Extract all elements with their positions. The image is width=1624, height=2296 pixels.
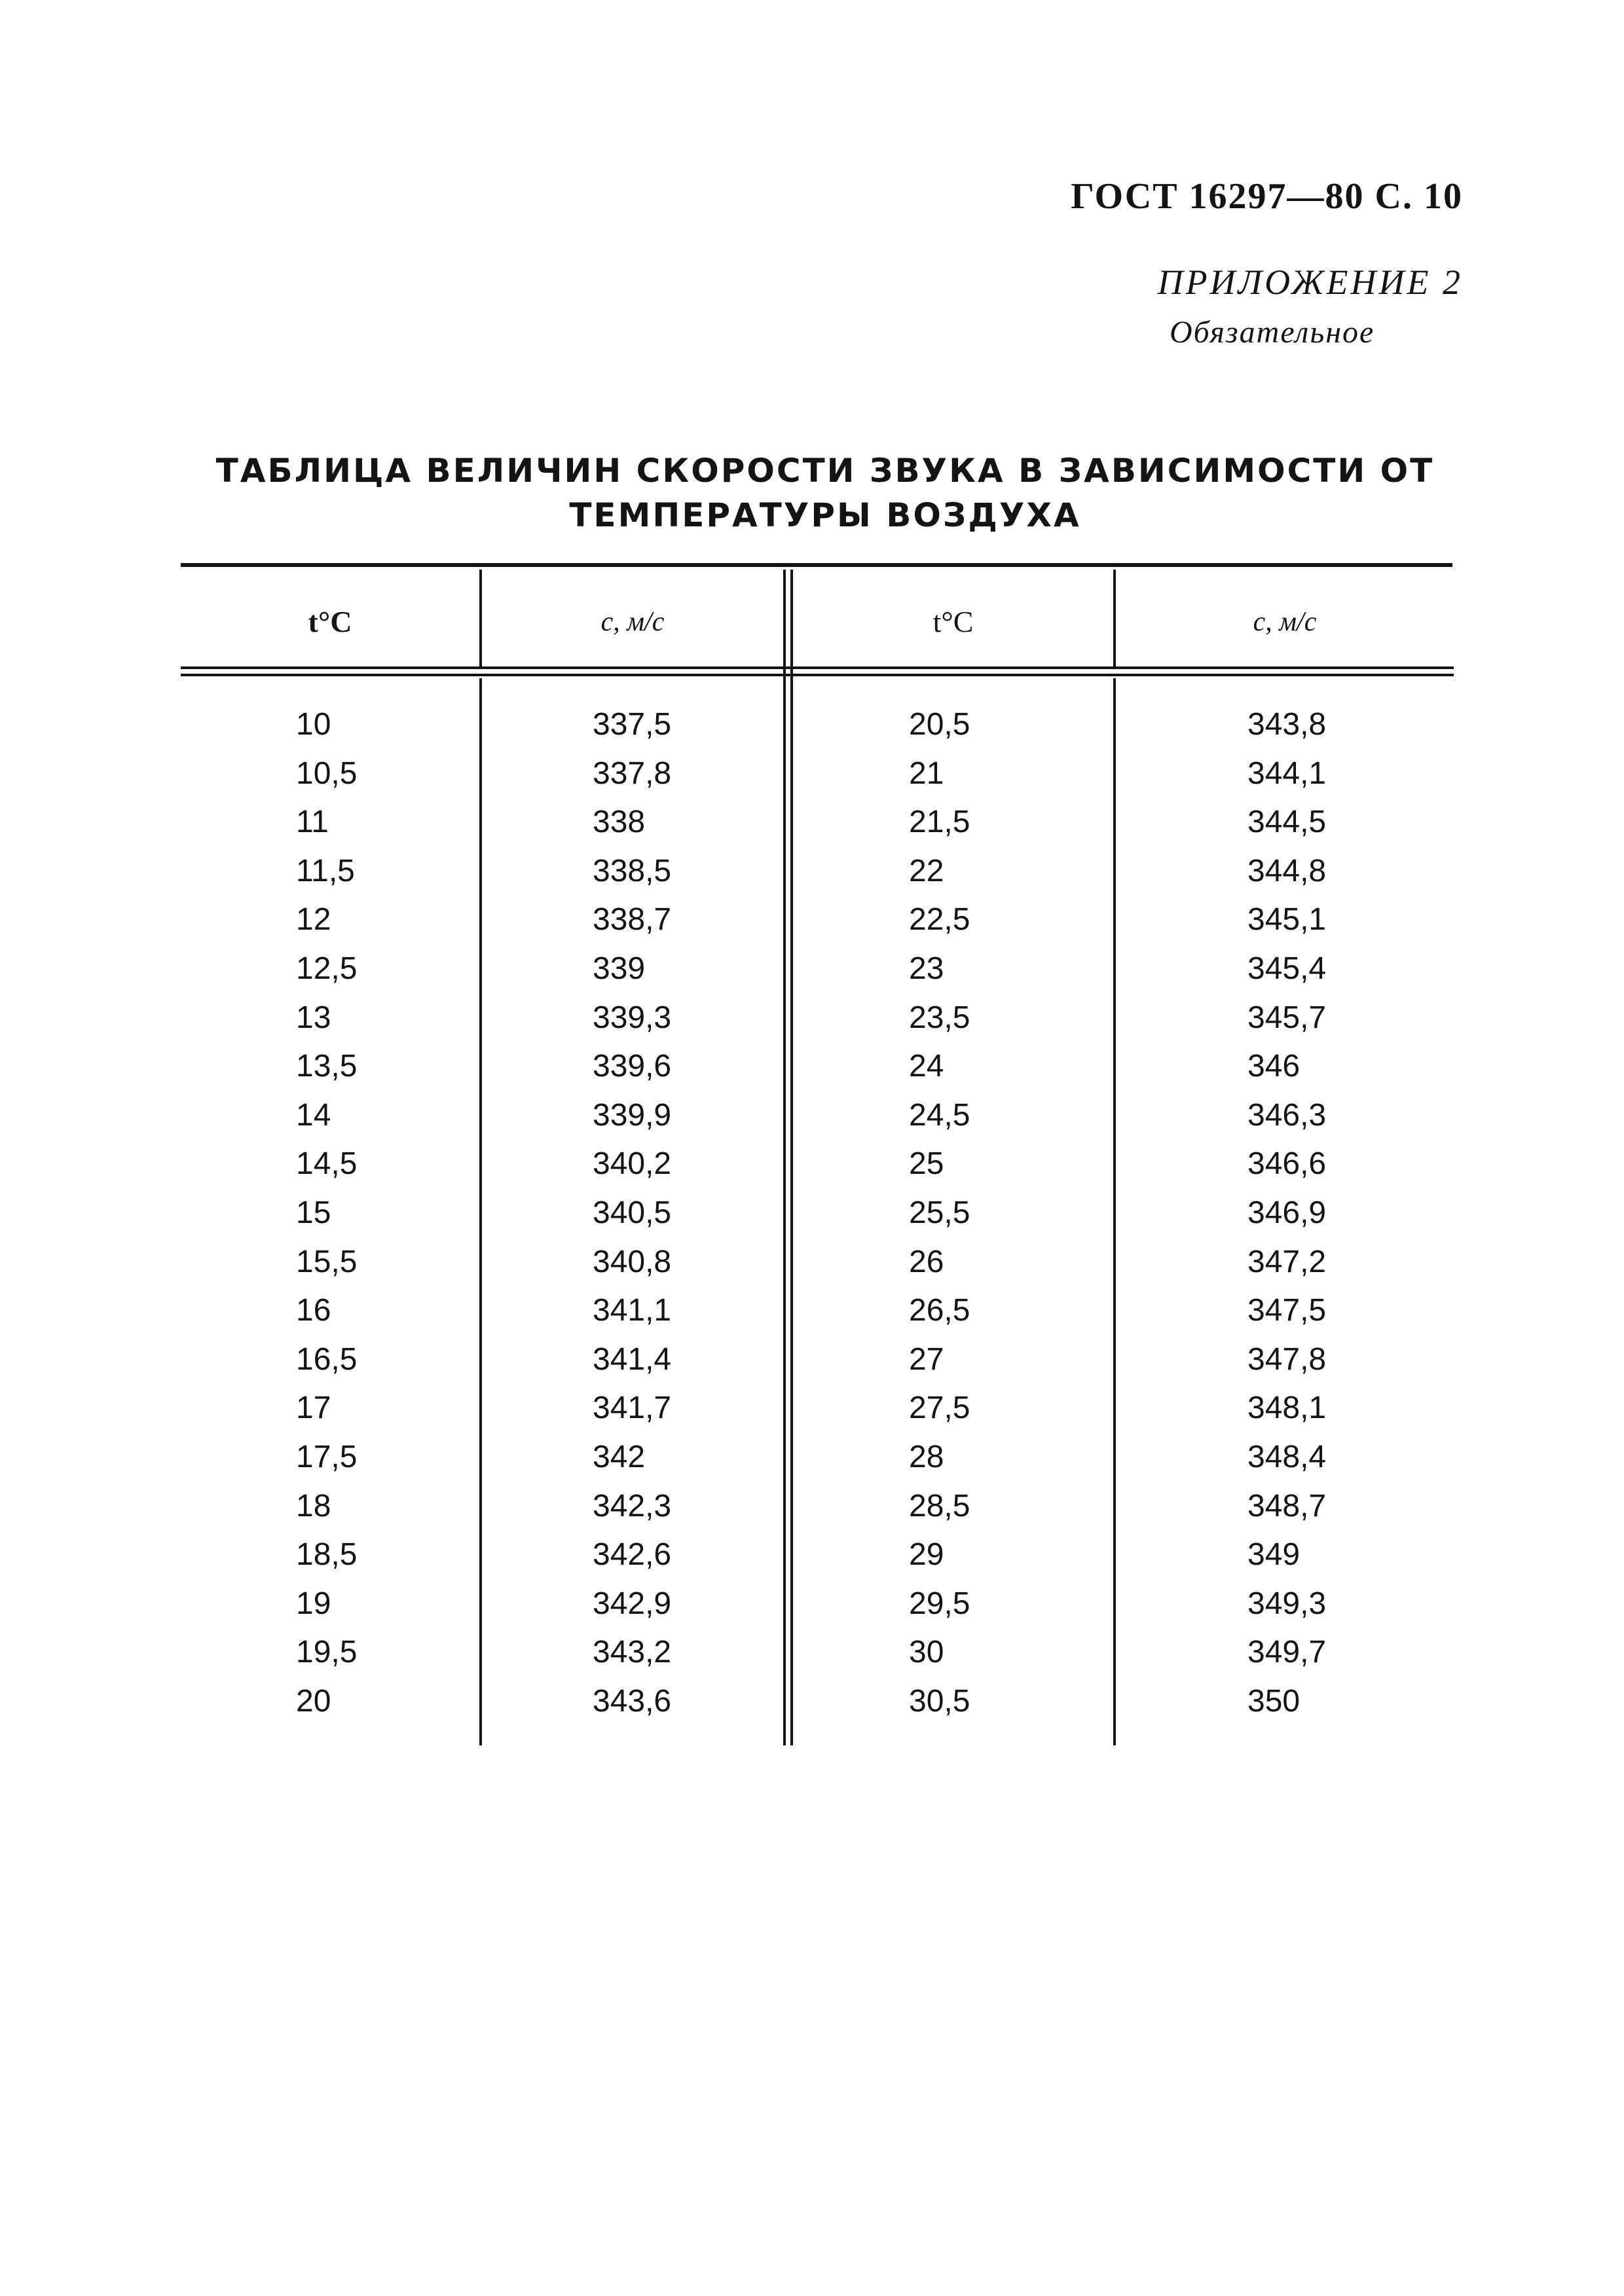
table-row xyxy=(0,994,1624,1043)
appendix-status: Обязательное xyxy=(1170,315,1375,350)
cell-temperature: 26,5 xyxy=(909,1293,970,1328)
table-row xyxy=(0,1286,1624,1336)
header-rule xyxy=(181,666,1454,669)
cell-speed: 343,6 xyxy=(593,1683,672,1719)
cell-temperature: 30,5 xyxy=(909,1683,970,1719)
cell-speed: 346,9 xyxy=(1247,1195,1327,1230)
cell-speed: 342,6 xyxy=(593,1537,672,1573)
cell-temperature: 17 xyxy=(296,1391,331,1426)
cell-speed: 346,3 xyxy=(1247,1097,1327,1133)
cell-temperature: 21,5 xyxy=(909,805,970,840)
cell-temperature: 28 xyxy=(909,1439,944,1474)
cell-speed: 348,1 xyxy=(1247,1391,1327,1426)
cell-speed: 346,6 xyxy=(1247,1146,1327,1182)
document-number: ГОСТ 16297—80 С. 10 xyxy=(1071,176,1463,217)
cell-temperature: 18,5 xyxy=(296,1537,358,1573)
table-row xyxy=(0,1531,1624,1580)
cell-temperature: 11 xyxy=(296,805,329,840)
cell-temperature: 29,5 xyxy=(909,1586,970,1621)
cell-speed: 341,1 xyxy=(593,1293,672,1328)
cell-temperature: 26 xyxy=(909,1244,944,1279)
cell-speed: 345,4 xyxy=(1247,951,1327,986)
cell-temperature: 15 xyxy=(296,1195,331,1230)
cell-temperature: 11,5 xyxy=(296,853,355,888)
cell-temperature: 23 xyxy=(909,951,944,986)
cell-temperature: 13,5 xyxy=(296,1049,358,1084)
cell-temperature: 28,5 xyxy=(909,1488,970,1523)
table-row xyxy=(0,1091,1624,1140)
appendix-title: ПРИЛОЖЕНИЕ 2 xyxy=(1157,263,1463,302)
cell-temperature: 18 xyxy=(296,1488,331,1523)
cell-speed: 345,7 xyxy=(1247,1000,1327,1035)
cell-speed: 348,4 xyxy=(1247,1439,1327,1474)
cell-speed: 344,8 xyxy=(1247,853,1327,888)
cell-speed: 339 xyxy=(593,951,646,986)
cell-temperature: 30 xyxy=(909,1635,944,1670)
cell-speed: 341,7 xyxy=(593,1391,672,1426)
cell-temperature: 21 xyxy=(909,756,944,791)
cell-temperature: 17,5 xyxy=(296,1439,358,1474)
cell-temperature: 19 xyxy=(296,1586,331,1621)
table-title-line-2: ТЕМПЕРАТУРЫ ВОЗДУХА xyxy=(569,496,1081,534)
cell-temperature: 20,5 xyxy=(909,707,970,742)
cell-temperature: 23,5 xyxy=(909,1000,970,1035)
cell-temperature: 15,5 xyxy=(296,1244,358,1279)
table-row xyxy=(0,1433,1624,1482)
cell-temperature: 24,5 xyxy=(909,1097,970,1133)
cell-speed: 349 xyxy=(1247,1537,1301,1573)
cell-speed: 339,9 xyxy=(593,1097,672,1133)
cell-speed: 349,3 xyxy=(1247,1586,1327,1621)
cell-temperature: 25,5 xyxy=(909,1195,970,1230)
cell-temperature: 13 xyxy=(296,1000,331,1035)
table-row xyxy=(0,1677,1624,1726)
cell-speed: 338 xyxy=(593,805,646,840)
cell-temperature: 29 xyxy=(909,1537,944,1573)
cell-temperature: 20 xyxy=(296,1683,331,1719)
column-header-speed: c, м/с xyxy=(1253,607,1317,637)
table-row xyxy=(0,701,1624,750)
cell-temperature: 22,5 xyxy=(909,902,970,938)
cell-speed: 338,5 xyxy=(593,853,672,888)
cell-temperature: 16,5 xyxy=(296,1341,358,1377)
table-row xyxy=(0,945,1624,994)
cell-speed: 350 xyxy=(1247,1683,1301,1719)
cell-temperature: 12 xyxy=(296,902,331,938)
table-row xyxy=(0,1042,1624,1091)
cell-speed: 342,3 xyxy=(593,1488,672,1523)
cell-speed: 346 xyxy=(1247,1049,1301,1084)
cell-speed: 344,1 xyxy=(1247,756,1327,791)
cell-temperature: 22 xyxy=(909,853,944,888)
table-row xyxy=(0,847,1624,896)
column-header-temperature: t°C xyxy=(308,605,352,638)
cell-speed: 340,8 xyxy=(593,1244,672,1279)
cell-speed: 347,2 xyxy=(1247,1244,1327,1279)
table-row xyxy=(0,1238,1624,1287)
table-title-line-1: ТАБЛИЦА ВЕЛИЧИН СКОРОСТИ ЗВУКА В ЗАВИСИМОСТИ ОТ xyxy=(215,452,1435,490)
cell-temperature: 14 xyxy=(296,1097,331,1133)
table-row xyxy=(0,896,1624,945)
header-rule-double xyxy=(181,674,1454,676)
cell-temperature: 14,5 xyxy=(296,1146,358,1182)
cell-speed: 337,5 xyxy=(593,707,672,742)
cell-speed: 347,8 xyxy=(1247,1341,1327,1377)
cell-speed: 345,1 xyxy=(1247,902,1327,938)
table-row xyxy=(0,1189,1624,1238)
table-row xyxy=(0,1384,1624,1433)
cell-speed: 343,8 xyxy=(1247,707,1327,742)
cell-speed: 338,7 xyxy=(593,902,672,938)
cell-temperature: 12,5 xyxy=(296,951,358,986)
table-row xyxy=(0,1336,1624,1385)
cell-speed: 349,7 xyxy=(1247,1635,1327,1670)
cell-temperature: 10 xyxy=(296,707,331,742)
table-top-rule xyxy=(181,563,1452,567)
cell-speed: 339,6 xyxy=(593,1049,672,1084)
cell-speed: 342 xyxy=(593,1439,646,1474)
table-row xyxy=(0,798,1624,847)
cell-speed: 341,4 xyxy=(593,1341,672,1377)
cell-temperature: 10,5 xyxy=(296,756,358,791)
cell-temperature: 19,5 xyxy=(296,1635,358,1670)
cell-temperature: 16 xyxy=(296,1293,331,1328)
cell-temperature: 25 xyxy=(909,1146,944,1182)
table-body xyxy=(0,701,1624,1726)
cell-speed: 348,7 xyxy=(1247,1488,1327,1523)
cell-temperature: 27,5 xyxy=(909,1391,970,1426)
cell-speed: 342,9 xyxy=(593,1586,672,1621)
cell-speed: 344,5 xyxy=(1247,805,1327,840)
cell-speed: 347,5 xyxy=(1247,1293,1327,1328)
cell-temperature: 27 xyxy=(909,1341,944,1377)
cell-temperature: 24 xyxy=(909,1049,944,1084)
table-row xyxy=(0,1628,1624,1677)
table-title xyxy=(183,448,1467,538)
cell-speed: 343,2 xyxy=(593,1635,672,1670)
cell-speed: 340,2 xyxy=(593,1146,672,1182)
cell-speed: 339,3 xyxy=(593,1000,672,1035)
column-header-temperature: t°C xyxy=(932,605,974,638)
table-row xyxy=(0,1482,1624,1531)
cell-speed: 340,5 xyxy=(593,1195,672,1230)
table-row xyxy=(0,750,1624,799)
table-row xyxy=(0,1580,1624,1629)
table-row xyxy=(0,1140,1624,1189)
column-header-speed: c, м/с xyxy=(600,607,665,637)
cell-speed: 337,8 xyxy=(593,756,672,791)
